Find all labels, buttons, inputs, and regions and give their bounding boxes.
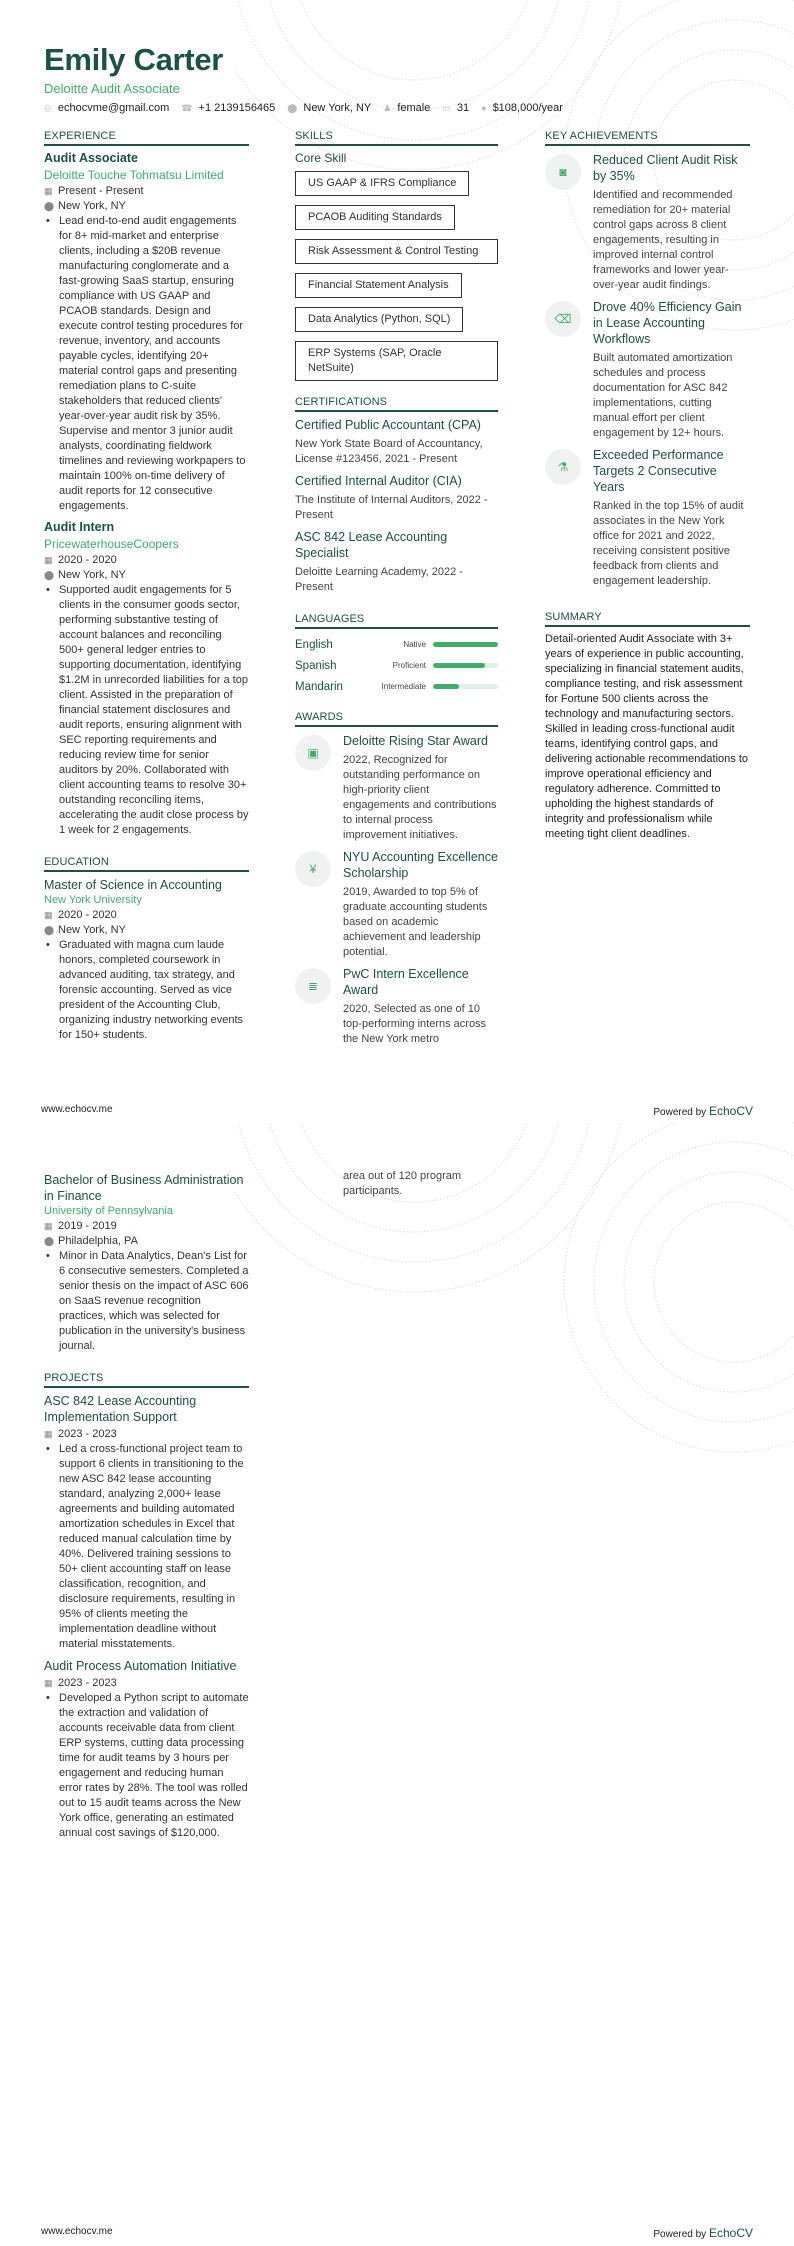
job-title: Audit Intern	[44, 520, 115, 534]
left-column-page2	[44, 1170, 249, 1841]
job-dates: ▦ 2020 - 2020	[44, 554, 117, 566]
location-pin-icon: ⬤	[44, 924, 55, 935]
project-dates: ▦ 2023 - 2023	[44, 1677, 117, 1689]
cert-item	[295, 529, 498, 595]
skill-tag: ERP Systems (SAP, Oracle NetSuite)	[295, 341, 498, 381]
achievement-desc: Identified and recommended remediation for 20+ material control gaps across 8 client engagements, resulting in improved internal control frameworks and lower year-over-year audit findings.	[593, 189, 733, 291]
contact-gender: ♟ female	[383, 102, 431, 114]
resume-header	[44, 42, 575, 114]
award-desc: 2022, Recognized for outstanding performance on high-priority client engagements and contributions to internal process improvement initiatives.	[343, 754, 497, 841]
job-description: • Lead end-to-end audit engagements for 8+ mid-market and enterprise clients, including a $20B revenue manufacturing conglomerate and a fast-growing SaaS startup, ensuring compliance with US GAAP and PCAOB standards. Design and execute control testing procedures for revenue, inventory, and accounts payable cycles, identifying 20+ material control gaps and presenting remediation plans to C-suite stakeholders that reduced clients' year-over-year audit risk by 35%. Supervise and mentor 3 junior audit analysts, coordinating fieldwork timelines and reviewing workpapers to maintain 100% on-time delivery of audit reports for 12 consecutive engagements.	[44, 214, 249, 514]
right-column	[545, 130, 750, 842]
company-name: Deloitte Touche Tohmatsu Limited	[44, 168, 224, 182]
summary-heading: SUMMARY	[545, 611, 750, 627]
education-heading: EDUCATION	[44, 856, 249, 872]
degree: Master of Science in Accounting	[44, 878, 222, 892]
project-name: Audit Process Automation Initiative	[44, 1659, 237, 1673]
language-bar	[433, 663, 498, 668]
cert-name: Certified Internal Auditor (CIA)	[295, 474, 462, 488]
job-location: ⬤ New York, NY	[44, 569, 126, 581]
edu-description: • Minor in Data Analytics, Dean's List for 6 consecutive semesters. Completed a senior thesis on the impact of ASC 606 on SaaS revenue recognition practices, which was selected for publication in the university's business journal.	[44, 1249, 249, 1354]
job-title: Audit Associate	[44, 151, 139, 165]
cert-name: ASC 842 Lease Accounting Specialist	[295, 530, 448, 560]
language-name: English	[295, 638, 333, 651]
cert-desc: Deloitte Learning Academy, 2022 - Present	[295, 566, 463, 593]
experience-item	[44, 520, 249, 838]
experience-item	[44, 151, 249, 514]
language-bar	[433, 684, 498, 689]
camera-icon: ◙	[545, 154, 581, 190]
language-level: Intermediate	[381, 682, 426, 691]
languages-heading: LANGUAGES	[295, 613, 498, 629]
skills-heading: SKILLS	[295, 130, 498, 146]
award-name: NYU Accounting Excellence Scholarship	[343, 850, 498, 880]
location-pin-icon: ⬤	[44, 200, 55, 211]
person-icon: ♟	[383, 102, 392, 113]
achievements-heading: KEY ACHIEVEMENTS	[545, 130, 750, 146]
achievement-name: Drove 40% Efficiency Gain in Lease Accounting Workflows	[593, 300, 742, 346]
skill-group-label: Core Skill	[295, 151, 347, 165]
calendar-icon: ▦	[44, 554, 53, 565]
language-name: Mandarin	[295, 680, 343, 693]
edu-dates: ▦ 2019 - 2019	[44, 1220, 117, 1232]
skill-tag: US GAAP & IFRS Compliance	[295, 171, 469, 196]
language-row	[295, 634, 498, 655]
award-item	[295, 966, 498, 1047]
contact-email[interactable]: ◎ echocvme@gmail.com	[44, 102, 170, 114]
skill-tag: Data Analytics (Python, SQL)	[295, 307, 463, 332]
award-name: Deloitte Rising Star Award	[343, 734, 488, 748]
salary-icon: ●	[481, 103, 487, 113]
awards-heading: AWARDS	[295, 711, 498, 727]
certifications-heading: CERTIFICATIONS	[295, 396, 498, 412]
page-footer	[41, 1104, 753, 1118]
edu-description: • Graduated with magna cum laude honors, completed coursework in advanced auditing, tax strategy, and forensic accounting. Served as vice president of the Accounting Club, organizing industry networking events for 150+ students.	[44, 938, 249, 1043]
skill-list	[295, 171, 498, 390]
language-row	[295, 676, 498, 697]
phone-icon: ☎	[181, 102, 193, 113]
project-description: • Developed a Python script to automate the extraction and validation of accounts receivable data from client ERP systems, cutting data processing time for audit teams by 3 hours per engagement and reducing human error rates by 28%. The tool was rolled out to 15 audit teams across the New York office, generating an estimated annual cost savings of $120,000.	[44, 1691, 249, 1841]
calendar-icon: ▦	[44, 1428, 53, 1439]
powered-by: Powered by EchoCV	[653, 1104, 753, 1118]
project-dates: ▦ 2023 - 2023	[44, 1428, 117, 1440]
achievement-item	[545, 299, 750, 441]
middle-column	[295, 130, 498, 1047]
calendar-icon: ▦	[44, 1220, 53, 1231]
award-name: PwC Intern Excellence Award	[343, 967, 469, 997]
middle-column-page2	[343, 1165, 498, 1199]
edu-location: ⬤ Philadelphia, PA	[44, 1235, 138, 1247]
language-level: Proficient	[392, 661, 426, 670]
calendar-icon: ▭	[442, 102, 451, 113]
candidate-name: Emily Carter	[44, 42, 224, 77]
contact-salary: ● $108,000/year	[481, 102, 563, 114]
contact-age: ▭ 31	[442, 102, 470, 114]
language-name: Spanish	[295, 659, 337, 672]
achievement-desc: Built automated amortization schedules and process documentation for ASC 842 implementations, cutting manual effort per client engagement by 12+ hours.	[593, 352, 733, 439]
cert-name: Certified Public Accountant (CPA)	[295, 418, 481, 432]
cert-item	[295, 473, 498, 523]
cert-desc: New York State Board of Accountancy, License #123456, 2021 - Present	[295, 438, 483, 465]
project-item	[44, 1658, 249, 1841]
project-description: • Led a cross-functional project team to support 6 clients in transitioning to the new ASC 842 lease accounting standard, analyzing 2,000+ lease agreements and building automated amortization schedules in Excel that reduced manual calculation time by 40%. Delivered training sessions to 50+ client accounting staff on lease classification, recognition, and disclosure requirements, resulting in 95% of clients meeting the implementation deadline without material misstatements.	[44, 1442, 249, 1652]
backspace-icon: ⌫	[545, 301, 581, 337]
achievement-item	[545, 152, 750, 293]
left-column	[44, 130, 249, 1043]
calendar-icon: ▦	[44, 1677, 53, 1688]
calendar-icon: ▦	[44, 909, 53, 920]
education-item	[44, 877, 249, 1043]
brand-name[interactable]: EchoCV	[708, 1104, 753, 1118]
skill-tag: PCAOB Auditing Standards	[295, 205, 455, 230]
archive-icon: ▣	[295, 735, 331, 771]
projects-heading: PROJECTS	[44, 1372, 249, 1388]
job-description: • Supported audit engagements for 5 clients in the consumer goods sector, performing substantive testing of account balances and reconciling 500+ general ledger entries to supporting documentation, identifying $1.2M in unrecorded liabilities for a top client. Assisted in the preparation of financial statement disclosures and audit reports, ensuring alignment with SEC reporting requirements and reducing review time for senior auditors by 20%. Collaborated with client accounting teams to resolve 30+ outstanding reconciling items, accelerating the audit close process by 1 week for 2 engagements.	[44, 583, 249, 838]
language-bar	[433, 642, 498, 647]
achievement-item	[545, 447, 750, 589]
flask-icon: ⚗	[545, 449, 581, 485]
summary-text: Detail-oriented Audit Associate with 3+ years of experience in public accounting, specializing in financial statement audits, compliance testing, and risk assessment for Fortune 500 clients across the technology and manufacturing sectors. Skilled in leading cross-functional audit teams, identifying control gaps, and delivering actionable recommendations to improve operational efficiency and regulatory adherence. Committed to upholding the highest standards of integrity and professionalism while meeting tight client deadlines.	[545, 633, 749, 840]
education-item	[44, 1172, 249, 1354]
award-desc: 2019, Awarded to top 5% of graduate accounting students based on academic achievement and leadership potential.	[343, 886, 488, 958]
achievement-name: Reduced Client Audit Risk by 35%	[593, 153, 738, 183]
job-location: ⬤ New York, NY	[44, 200, 126, 212]
degree: Bachelor of Business Administration in Finance	[44, 1173, 244, 1203]
language-row	[295, 655, 498, 676]
edu-dates: ▦ 2020 - 2020	[44, 909, 117, 921]
calendar-icon: ▦	[44, 185, 53, 196]
candidate-title: Deloitte Audit Associate	[44, 81, 180, 96]
yen-coin-icon: ¥	[295, 851, 331, 887]
skill-tag: Risk Assessment & Control Testing	[295, 239, 498, 264]
contact-location: ⬤ New York, NY	[287, 102, 372, 114]
location-icon: ⬤	[287, 102, 298, 113]
contact-phone[interactable]: ☎ +1 2139156465	[181, 102, 276, 114]
cert-item	[295, 417, 498, 467]
location-pin-icon: ⬤	[44, 569, 55, 580]
experience-heading: EXPERIENCE	[44, 130, 249, 146]
powered-by: Powered by EchoCV	[653, 2226, 753, 2240]
school: New York University	[44, 894, 142, 906]
location-pin-icon: ⬤	[44, 1235, 55, 1246]
language-level: Native	[403, 640, 426, 649]
background-decoration-page2	[234, 1122, 794, 1682]
company-name: PricewaterhouseCoopers	[44, 537, 179, 551]
project-name: ASC 842 Lease Accounting Implementation Support	[44, 1394, 197, 1424]
edu-location: ⬤ New York, NY	[44, 924, 126, 936]
achievement-name: Exceeded Performance Targets 2 Consecutive Years	[593, 448, 724, 494]
skill-tag: Financial Statement Analysis	[295, 273, 462, 298]
achievement-desc: Ranked in the top 15% of audit associates in the New York office for 2021 and 2022, receiving consistent positive feedback from clients and engagement leadership.	[593, 500, 744, 587]
website-link[interactable]: www.echocv.me	[41, 2226, 113, 2237]
award-desc-continued: area out of 120 program participants.	[343, 1170, 462, 1197]
award-item	[295, 849, 498, 960]
award-item	[295, 733, 498, 843]
project-item	[44, 1393, 249, 1652]
award-desc: 2020, Selected as one of 10 top-performing interns across the New York metro	[343, 1003, 487, 1045]
list-icon: ≣	[295, 968, 331, 1004]
email-icon: ◎	[44, 102, 52, 113]
school: University of Pennsylvania	[44, 1205, 174, 1217]
job-dates: ▦ Present - Present	[44, 185, 144, 197]
website-link[interactable]: www.echocv.me	[41, 1104, 113, 1115]
cert-desc: The Institute of Internal Auditors, 2022 - Present	[295, 494, 488, 521]
brand-name[interactable]: EchoCV	[708, 2226, 753, 2240]
page-footer	[41, 2226, 753, 2240]
contact-list	[44, 102, 575, 114]
